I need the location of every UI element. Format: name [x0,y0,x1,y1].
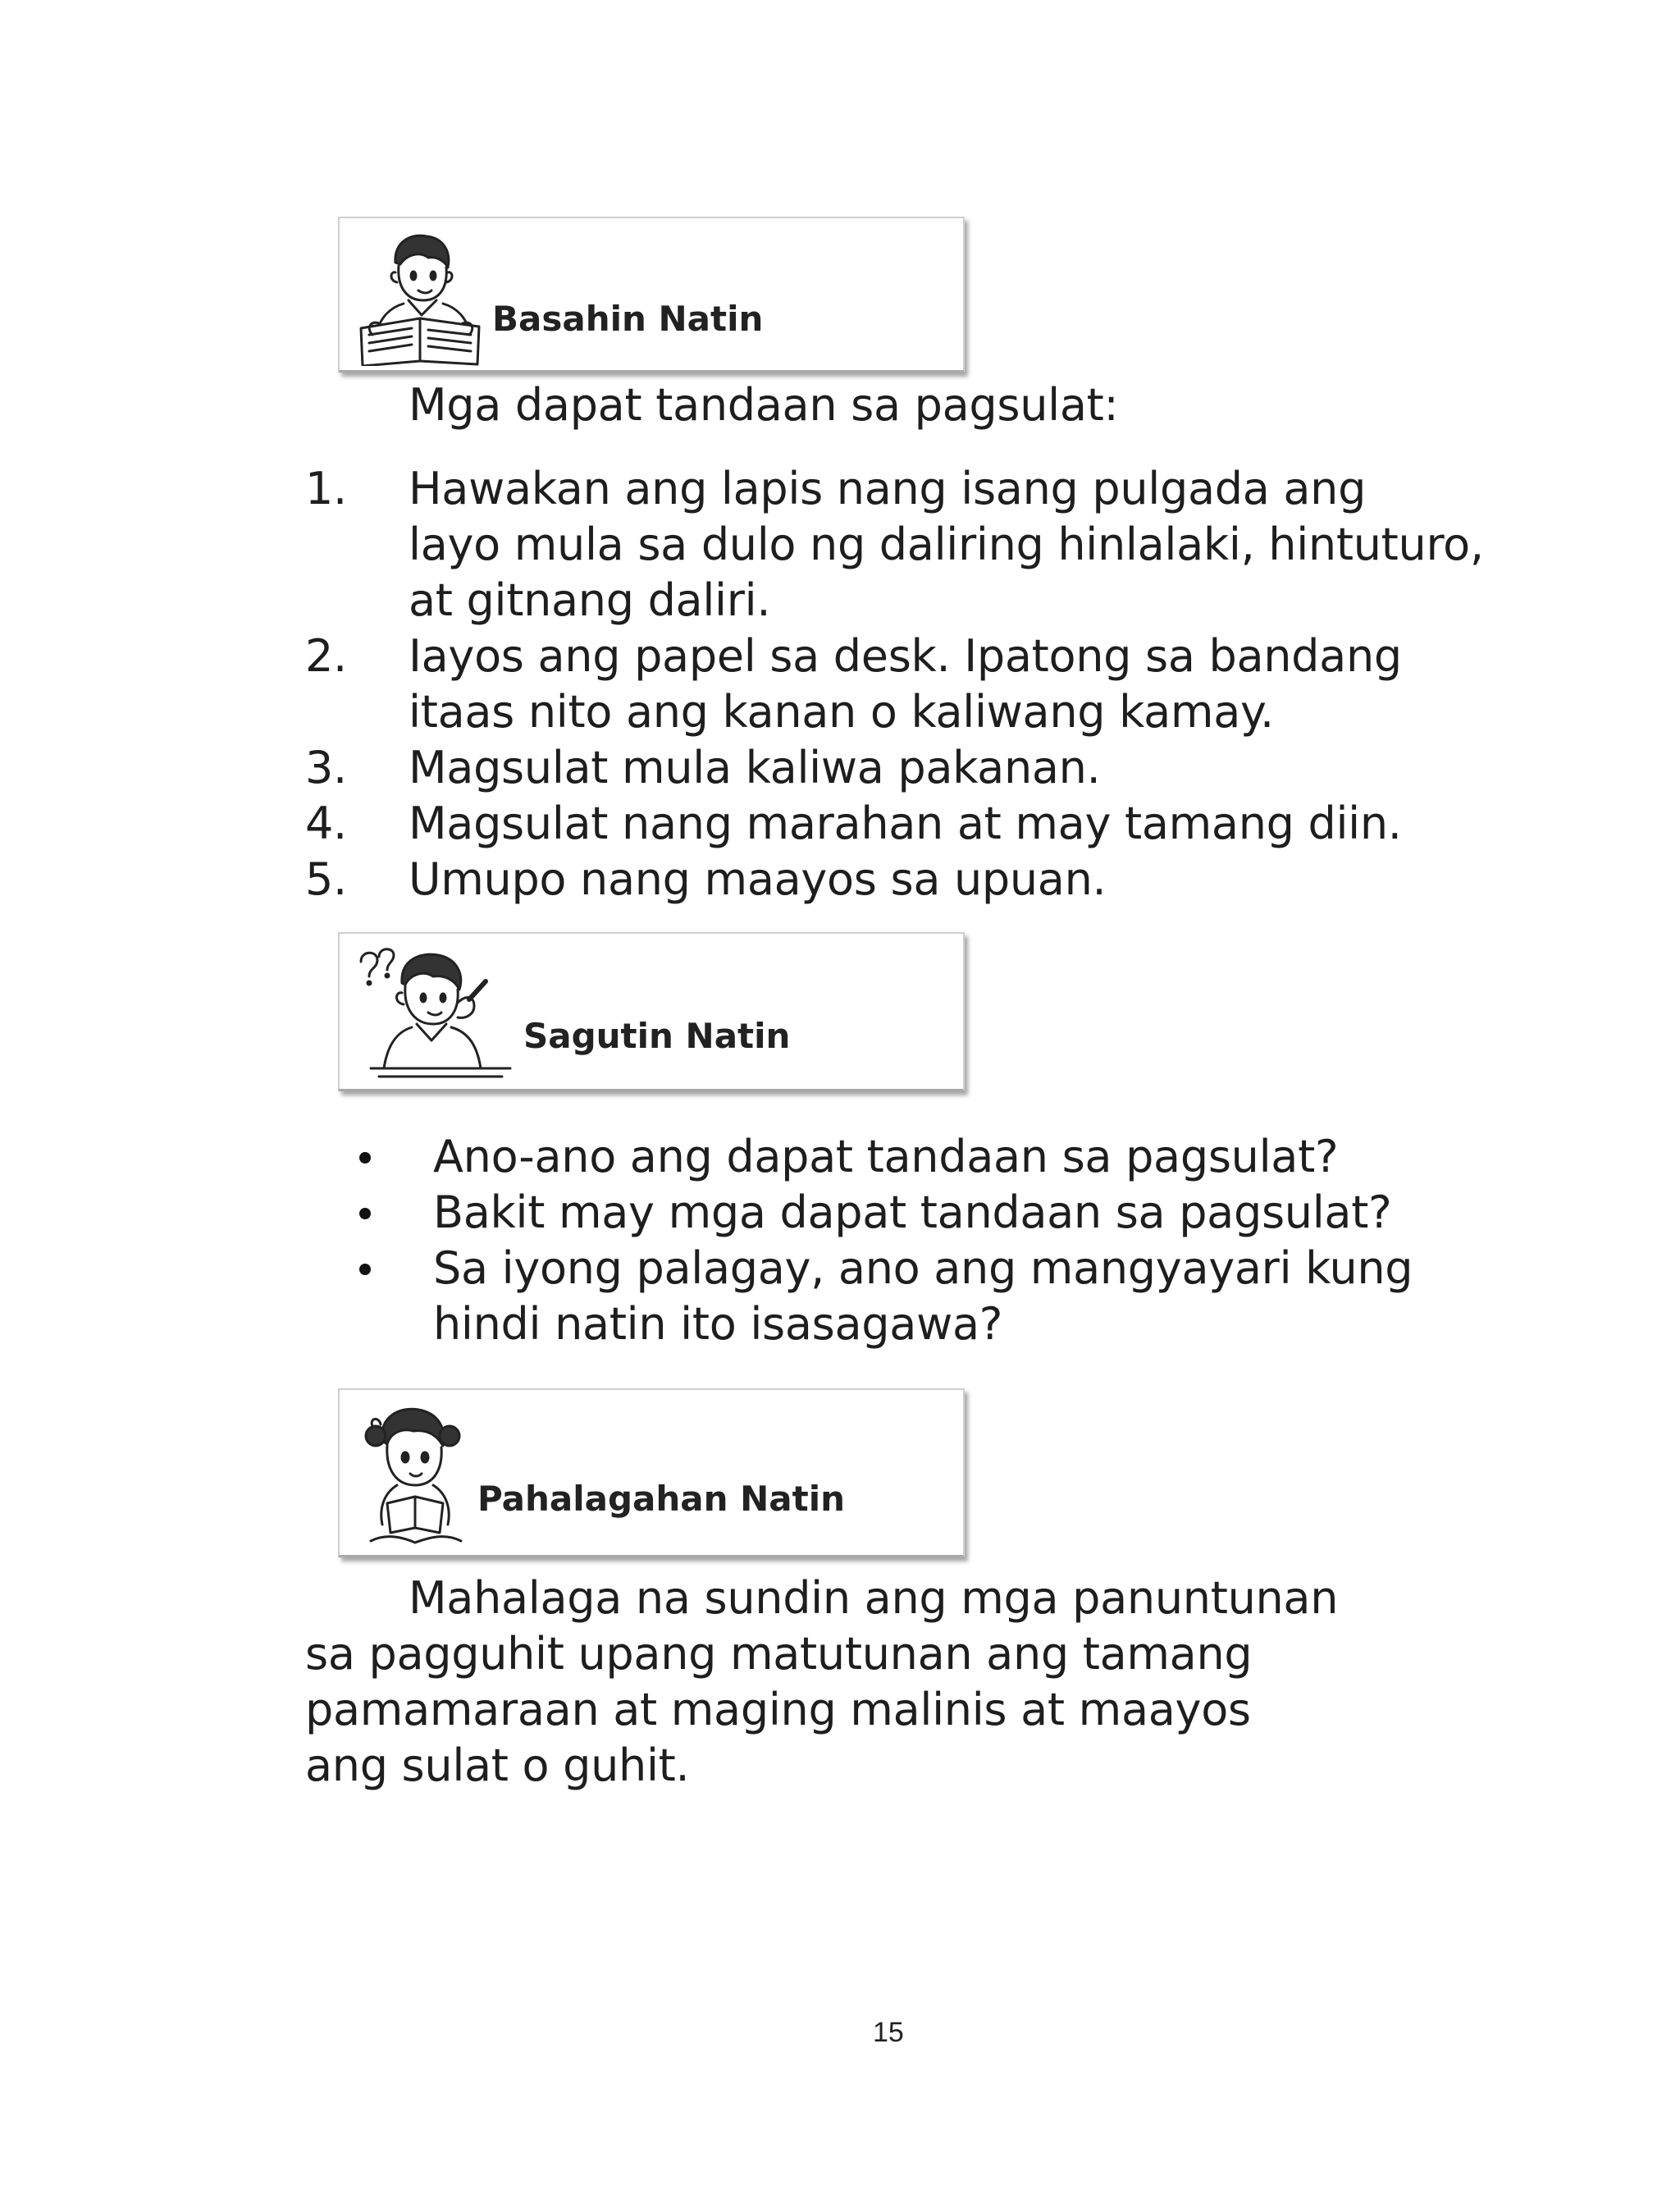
girl-reading-icon [354,1401,477,1552]
writing-rules-list [305,461,1484,908]
paragraph-line: Mahalaga na sundin ang mga panuntunan [409,1572,1339,1624]
paragraph-line: pamamaraan at maging malinis at maayos [305,1684,1251,1735]
list-line: Umupo nang maayos sa upuan. [409,853,1107,905]
banner-title: Pahalagahan Natin [477,1479,846,1519]
banner-title: Sagutin Natin [523,1016,791,1056]
list-line: Bakit may mga dapat tandaan sa pagsulat? [433,1186,1392,1238]
list-line: Magsulat mula kaliwa pakanan. [409,742,1101,793]
banner-title: Basahin Natin [492,299,764,339]
list-number: 4. [305,798,347,849]
list-number: 1. [305,463,347,514]
list-item [305,852,1484,908]
list-item [305,740,1484,796]
basahin-natin-banner [338,217,965,373]
paragraph-line: ang sulat o guhit. [305,1740,690,1791]
section-intro: Mga dapat tandaan sa pagsulat: [409,379,1119,431]
boy-thinking-icon [354,945,518,1088]
list-line: itaas nito ang kanan o kaliwang kamay. [409,686,1274,738]
bullet-icon [359,1208,371,1219]
closing-paragraph [305,1570,1338,1794]
list-line: Ano-ano ang dapat tandaan sa pagsulat? [433,1131,1339,1182]
list-item [353,1185,1413,1241]
bullet-icon [359,1152,371,1164]
pahalagahan-natin-banner [338,1388,965,1557]
sagutin-natin-banner [338,932,965,1091]
list-line: Iayos ang papel sa desk. Ipatong sa bandang [409,630,1402,682]
list-line: Magsulat nang marahan at may tamang diin. [409,798,1402,849]
paragraph-line: sa pagguhit upang matutunan ang tamang [305,1628,1253,1680]
bullet-icon [359,1264,371,1275]
list-line: at gitnang daliri. [409,574,771,626]
list-item [305,796,1484,852]
list-item [353,1129,1413,1185]
boy-reading-book-icon [354,230,486,369]
list-line: Hawakan ang lapis nang isang pulgada ang [409,463,1367,514]
list-item [305,461,1484,629]
list-number: 2. [305,630,347,682]
list-number: 5. [305,853,347,905]
list-item [305,629,1484,740]
list-line: Sa iyong palagay, ano ang mangyayari kung [433,1242,1413,1294]
questions-list [353,1129,1413,1352]
list-item [353,1241,1413,1352]
list-number: 3. [305,742,347,793]
list-line: layo mula sa dulo ng daliring hinlalaki, hintuturo, [409,519,1484,570]
page-number: 15 [873,2017,904,2048]
list-line: hindi natin ito isasagawa? [433,1298,1003,1350]
